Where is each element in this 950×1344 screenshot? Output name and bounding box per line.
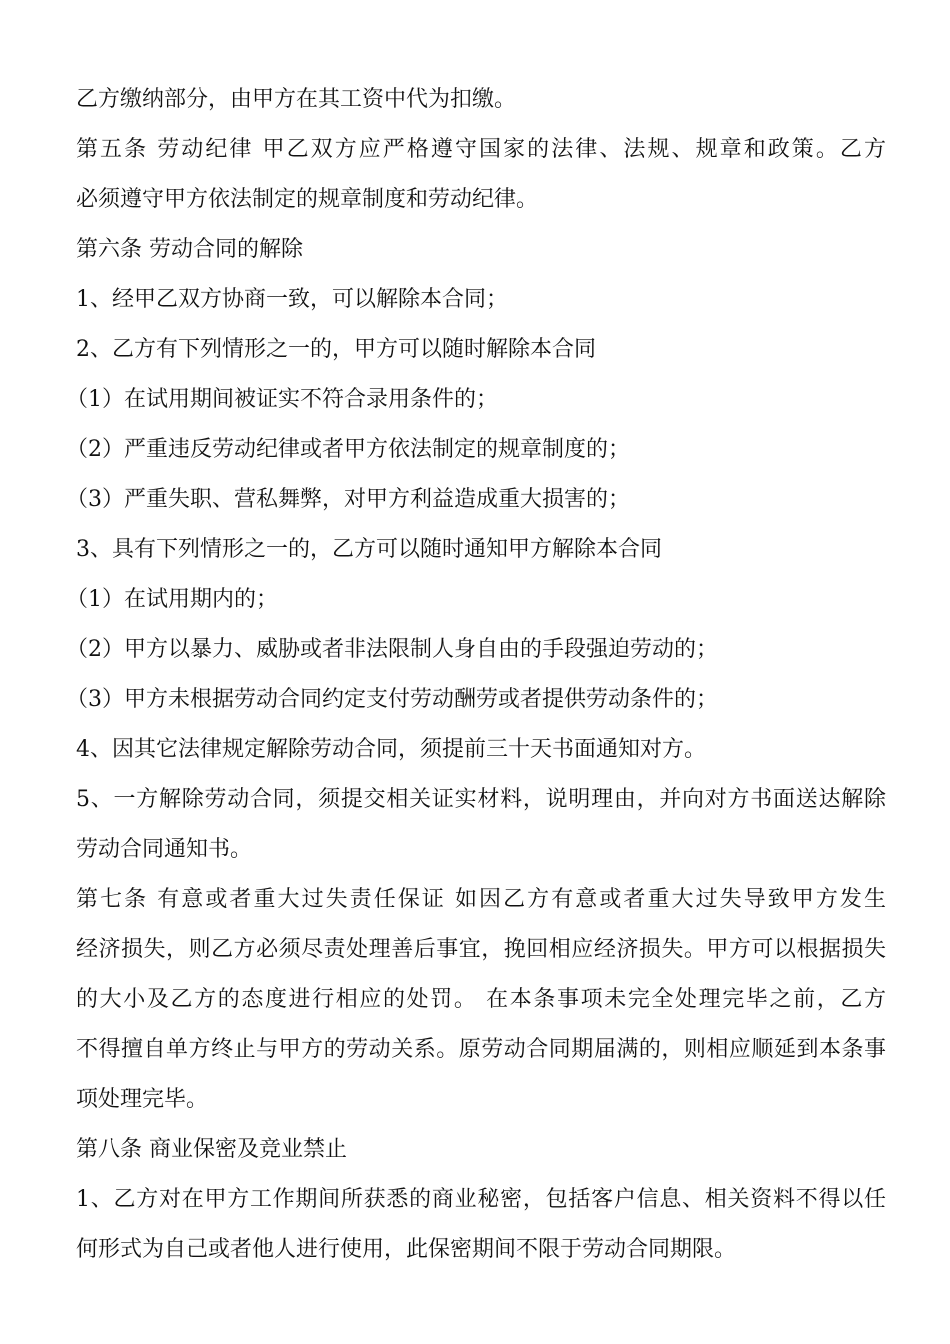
clause-6-2-1: （1）在试用期间被证实不符合录用条件的； xyxy=(66,387,498,412)
text-line-1: 乙方缴纳部分，由甲方在其工资中代为扣缴。 xyxy=(76,87,517,112)
article-7-line-5: 项处理完毕。 xyxy=(76,1087,209,1112)
article-7-heading-line: 第七条 有意或者重大过失责任保证 如因乙方有意或者重大过失导致甲方发生 xyxy=(76,887,886,912)
clause-6-5-cont: 劳动合同通知书。 xyxy=(76,837,253,862)
article-5-heading-line: 第五条 劳动纪律 甲乙双方应严格遵守国家的法律、法规、规章和政策。乙方 xyxy=(76,137,886,162)
clause-6-2-3: （3）严重失职、营私舞弊，对甲方利益造成重大损害的； xyxy=(66,487,630,512)
clause-6-3: 3、具有下列情形之一的，乙方可以随时通知甲方解除本合同 xyxy=(76,537,662,562)
clause-8-1: 1、乙方对在甲方工作期间所获悉的商业秘密，包括客户信息、相关资料不得以任 xyxy=(76,1187,886,1212)
clause-6-1: 1、经甲乙双方协商一致，可以解除本合同； xyxy=(76,287,508,312)
clause-6-3-2: （2）甲方以暴力、威胁或者非法限制人身自由的手段强迫劳动的； xyxy=(66,637,718,662)
article-8-heading: 第八条 商业保密及竞业禁止 xyxy=(76,1137,347,1162)
clause-6-2-2: （2）严重违反劳动纪律或者甲方依法制定的规章制度的； xyxy=(66,437,630,462)
article-6-heading: 第六条 劳动合同的解除 xyxy=(76,237,303,262)
clause-6-5: 5、一方解除劳动合同，须提交相关证实材料，说明理由，并向对方书面送达解除 xyxy=(76,787,886,812)
article-7-line-4: 不得擅自单方终止与甲方的劳动关系。原劳动合同期届满的，则相应顺延到本条事 xyxy=(76,1037,886,1062)
article-7-line-2: 经济损失，则乙方必须尽责处理善后事宜，挽回相应经济损失。甲方可以根据损失 xyxy=(76,937,886,962)
clause-6-2: 2、乙方有下列情形之一的，甲方可以随时解除本合同 xyxy=(76,337,596,362)
clause-8-1-cont: 何形式为自己或者他人进行使用，此保密期间不限于劳动合同期限。 xyxy=(76,1237,737,1262)
clause-6-3-1: （1）在试用期内的； xyxy=(66,587,278,612)
text-line-3: 必须遵守甲方依法制定的规章制度和劳动纪律。 xyxy=(76,187,539,212)
clause-6-4: 4、因其它法律规定解除劳动合同，须提前三十天书面通知对方。 xyxy=(76,737,706,762)
clause-6-3-3: （3）甲方未根据劳动合同约定支付劳动酬劳或者提供劳动条件的； xyxy=(66,687,718,712)
article-7-line-3: 的大小及乙方的态度进行相应的处罚。 在本条事项未完全处理完毕之前，乙方 xyxy=(76,987,886,1012)
